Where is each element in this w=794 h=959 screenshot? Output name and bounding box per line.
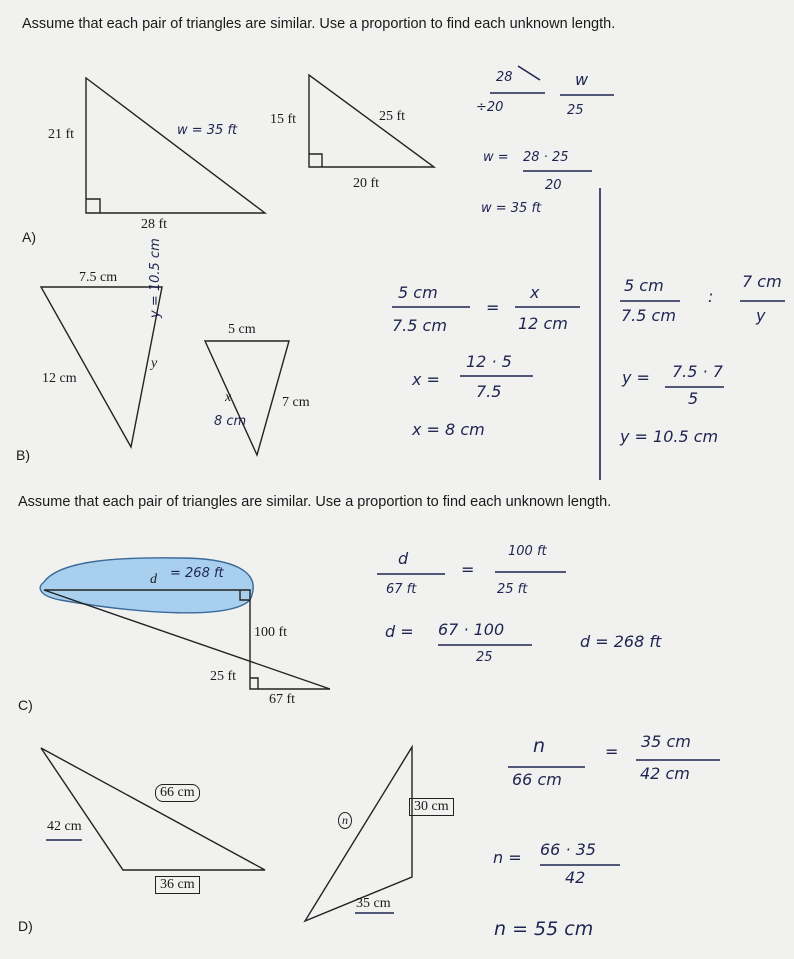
side-label: 7.5 cm: [79, 270, 118, 285]
side-label: 25 ft: [210, 669, 237, 684]
side-label: 7 cm: [282, 395, 310, 410]
right-angle-mark: [309, 154, 322, 167]
work-text: 66 cm: [512, 770, 562, 789]
side-label: 100 ft: [254, 625, 288, 640]
side-label: x: [225, 390, 232, 405]
work-text: ÷20: [476, 100, 504, 115]
side-label: 5 cm: [228, 322, 256, 337]
work-text: w: [575, 70, 589, 89]
triangle-d1: [41, 748, 265, 870]
triangle-d2: [305, 747, 412, 921]
work-text: 66 · 35: [540, 840, 596, 859]
side-label: 20 ft: [353, 176, 380, 191]
work-answer: d = 268 ft: [580, 632, 662, 651]
side-label: 35 cm: [356, 896, 391, 911]
side-label: 28 ft: [141, 217, 168, 232]
work-text: 7.5: [476, 382, 502, 401]
work-answer: x = 8 cm: [412, 420, 485, 439]
work-text: 28: [496, 70, 513, 85]
section-label-c: C): [18, 697, 33, 713]
work-text: 5: [688, 389, 699, 408]
side-label: d: [150, 572, 157, 587]
side-label: 67 ft: [269, 692, 296, 707]
triangle-c-small: [250, 674, 330, 689]
work-text: 100 ft: [508, 544, 547, 559]
work-text: x: [530, 283, 540, 302]
work-text: 7.5 cm: [392, 316, 447, 335]
triangle-b1: [41, 287, 162, 447]
work-answer: w = 35 ft: [481, 201, 542, 216]
work-text: 67 ft: [386, 582, 417, 597]
side-label: n: [338, 812, 352, 829]
equals-sign: :: [708, 287, 714, 306]
triangle-b2: [205, 341, 289, 455]
work-text: y: [756, 306, 766, 325]
side-label: 42 cm: [47, 819, 82, 834]
section-label-b: B): [16, 447, 30, 463]
side-label: y: [151, 356, 158, 371]
section-label-d: D): [18, 918, 33, 934]
side-label: 21 ft: [48, 127, 75, 142]
work-text: x =: [412, 370, 440, 389]
y-answer: y = 10.5 cm: [148, 238, 163, 318]
work-text: 25 ft: [497, 582, 528, 597]
work-text: 5 cm: [624, 276, 664, 295]
work-text: 12 cm: [518, 314, 568, 333]
work-text: y =: [622, 368, 650, 387]
work-text: 42 cm: [640, 764, 690, 783]
d-answer: = 268 ft: [170, 566, 224, 581]
equals-sign: =: [461, 560, 475, 579]
work-text: 5 cm: [398, 283, 438, 302]
hyp-answer: w = 35 ft: [177, 123, 238, 138]
work-text: 7.5 cm: [621, 306, 676, 325]
work-text: 42: [565, 868, 586, 887]
work-text: 7.5 · 7: [672, 362, 723, 381]
right-angle-mark: [250, 678, 258, 689]
work-text: d: [398, 549, 409, 568]
x-answer: 8 cm: [214, 414, 247, 429]
side-label: 30 cm: [409, 798, 454, 816]
work-text: n: [533, 735, 546, 757]
work-text: 67 · 100: [438, 620, 505, 639]
work-answer: n = 55 cm: [494, 918, 594, 940]
side-label: 12 cm: [42, 371, 77, 386]
instructions-text: Assume that each pair of triangles are similar. Use a proportion to find each unknown length.: [22, 16, 616, 32]
work-text: 28 · 25: [523, 150, 569, 165]
work-text: d =: [385, 622, 414, 641]
work-text: 25: [567, 103, 584, 118]
equals-sign: =: [486, 298, 500, 317]
equals-sign: =: [605, 742, 619, 761]
section-label-a: A): [22, 229, 36, 245]
work-text: 20: [545, 178, 562, 193]
instructions-text: Assume that each pair of triangles are similar. Use a proportion to find each unknown length.: [18, 494, 612, 510]
side-label: 66 cm: [155, 784, 200, 802]
work-text: 35 cm: [641, 732, 691, 751]
side-label: 36 cm: [155, 876, 200, 894]
work-answer: y = 10.5 cm: [620, 427, 719, 446]
triangle-a1: [86, 78, 265, 213]
work-text: 7 cm: [742, 272, 782, 291]
triangle-a2: [309, 75, 434, 167]
work-text: w =: [483, 150, 509, 165]
side-label: 15 ft: [270, 112, 297, 127]
side-label: 25 ft: [379, 109, 406, 124]
work-text: 25: [476, 650, 493, 665]
work-text: 12 · 5: [466, 352, 512, 371]
right-angle-mark: [86, 199, 100, 213]
work-text: n =: [493, 848, 522, 867]
